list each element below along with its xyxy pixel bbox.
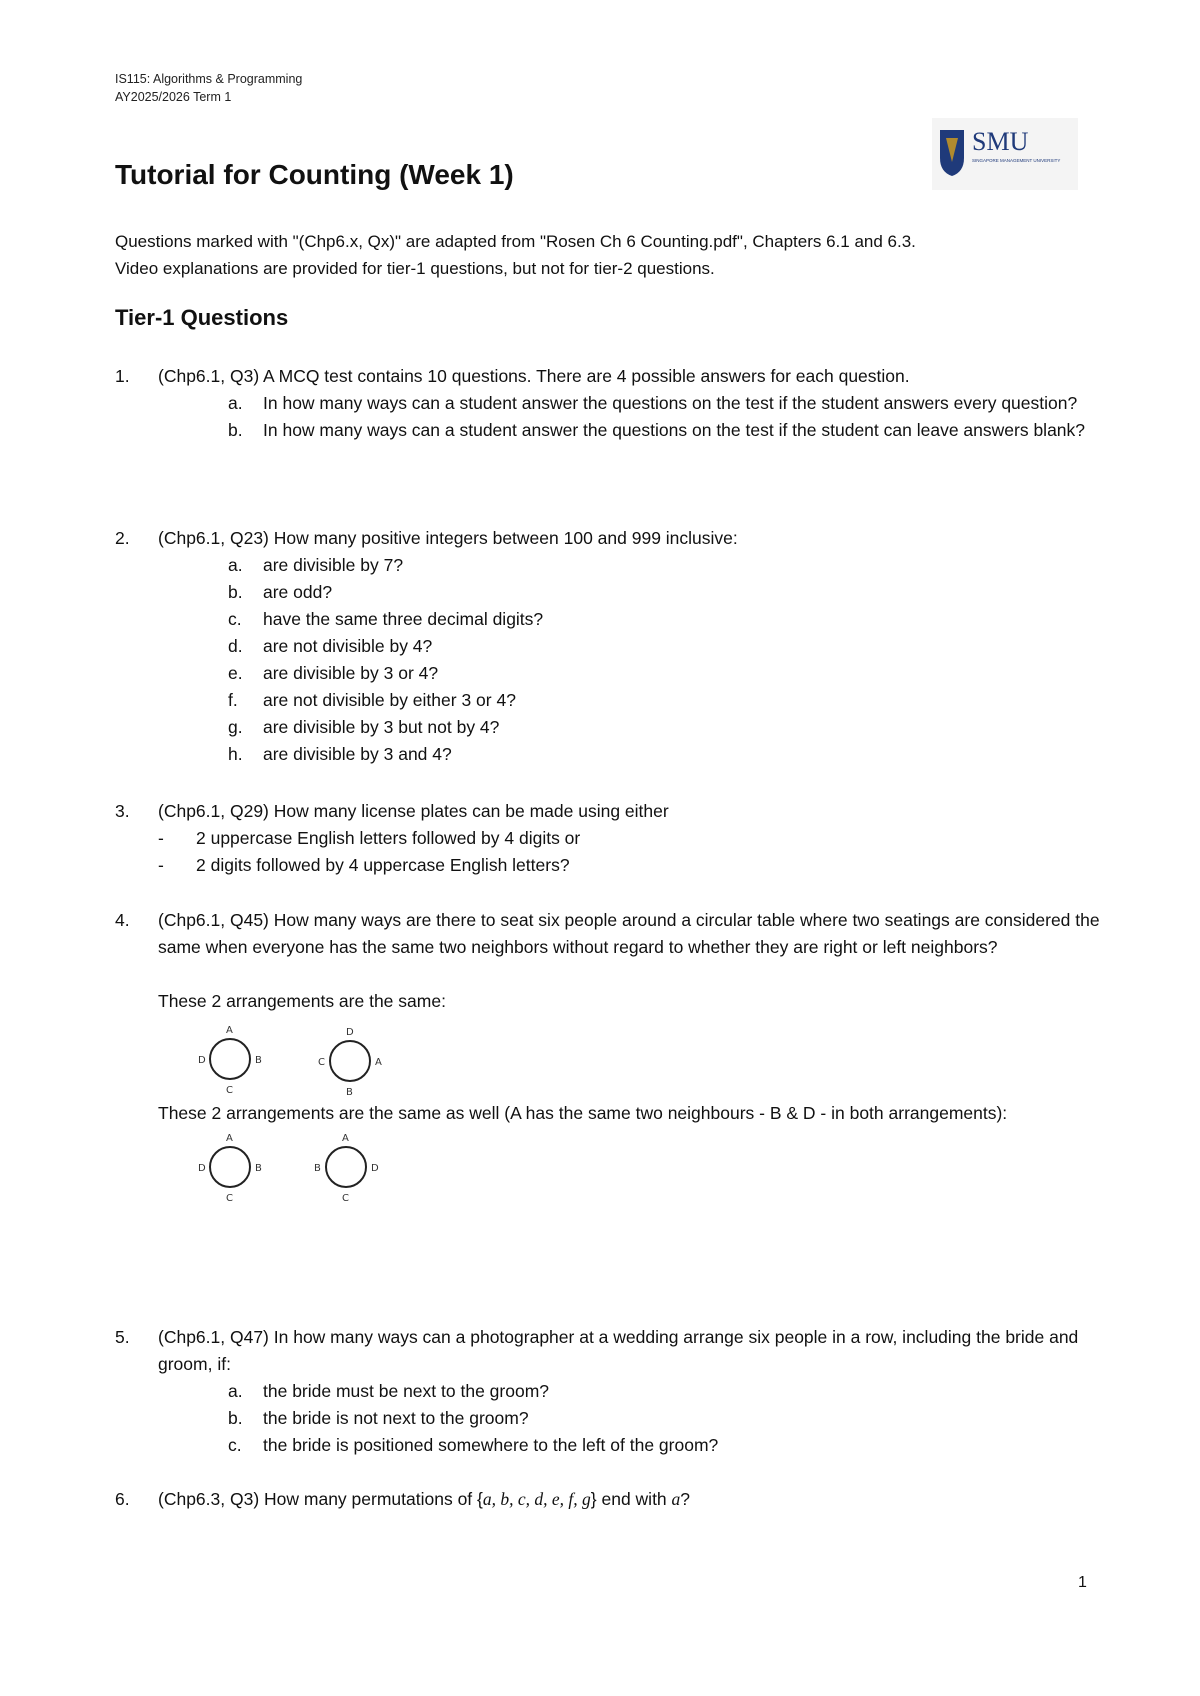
seat-label: B <box>314 1163 321 1174</box>
sub-letter: a. <box>228 1381 243 1401</box>
sub-question <box>158 660 1105 687</box>
question-text: (Chp6.1, Q29) How many license plates can be made using either <box>158 801 669 821</box>
sub-text: are divisible by 7? <box>263 555 404 575</box>
circle-arrangement <box>198 1025 262 1096</box>
seat-label: D <box>198 1163 206 1174</box>
sub-text: the bride must be next to the groom? <box>263 1381 549 1401</box>
seat-label: B <box>346 1087 353 1098</box>
question-number: 3. <box>115 801 130 821</box>
sub-text: are odd? <box>263 582 333 602</box>
seat-label: B <box>255 1163 262 1174</box>
question-number: 4. <box>115 910 130 930</box>
page-number: 1 <box>1078 1574 1087 1591</box>
circle-arrangement <box>198 1133 262 1204</box>
course-name: IS115: Algorithms & Programming <box>115 72 303 86</box>
sub-letter: d. <box>228 636 243 656</box>
sub-letter: b. <box>228 1408 243 1428</box>
table-circle <box>330 1041 370 1081</box>
document-header <box>115 70 302 106</box>
seat-label: C <box>342 1193 349 1204</box>
bullet-mark: - <box>158 828 164 848</box>
text-part: (Chp6.3, Q3) How many permutations of { <box>158 1489 483 1509</box>
sub-question <box>158 1405 1105 1432</box>
intro-line: Questions marked with "(Chp6.x, Qx)" are adapted from "Rosen Ch 6 Counting.pdf", Chapters 6.1 and 6.3. <box>115 232 916 251</box>
logo-text: SMU <box>972 127 1029 156</box>
question-6 <box>115 1486 1105 1513</box>
table-circle <box>326 1147 366 1187</box>
bullet-text: 2 uppercase English letters followed by 4 digits or <box>196 828 581 848</box>
text-part: ? <box>680 1489 691 1509</box>
seat-label: C <box>226 1085 233 1096</box>
sub-letter: g. <box>228 717 243 737</box>
bullet-mark: - <box>158 855 164 875</box>
bullet-item <box>158 852 1105 879</box>
sub-text: are divisible by 3 and 4? <box>263 744 452 764</box>
arrangement-diagram-2 <box>158 1127 558 1212</box>
question-text: (Chp6.1, Q3) A MCQ test contains 10 questions. There are 4 possible answers for each question. <box>158 366 910 386</box>
question-2 <box>115 525 1105 768</box>
sub-letter: b. <box>228 582 243 602</box>
bullet-text: 2 digits followed by 4 uppercase English letters? <box>196 855 570 875</box>
sub-question <box>158 579 1105 606</box>
sub-question <box>158 633 1105 660</box>
sub-letter: a. <box>228 555 243 575</box>
seat-label: C <box>226 1193 233 1204</box>
question-4 <box>115 907 1105 1212</box>
question-text: (Chp6.1, Q45) How many ways are there to seat six people around a circular table where two seatings are considered the same when everyone has the same two neighbors without regard to whether they are right or left neighbors? <box>158 910 1100 957</box>
sub-text: are not divisible by either 3 or 4? <box>263 690 516 710</box>
sub-question <box>158 390 1105 417</box>
question-text <box>158 1486 1105 1513</box>
question-text: (Chp6.1, Q23) How many positive integers between 100 and 999 inclusive: <box>158 528 738 548</box>
sub-question <box>158 552 1105 579</box>
seat-label: A <box>226 1025 233 1036</box>
sub-text: are not divisible by 4? <box>263 636 433 656</box>
sub-letter: h. <box>228 744 243 764</box>
sub-question <box>158 741 1105 768</box>
page-title: Tutorial for Counting (Week 1) <box>115 159 514 190</box>
circle-arrangement <box>318 1027 382 1098</box>
sub-text: have the same three decimal digits? <box>263 609 544 629</box>
math-set: a, b, c, d, e, f, g <box>482 1489 591 1509</box>
seat-label: D <box>198 1055 206 1066</box>
math-var: a <box>671 1489 681 1509</box>
seat-label: A <box>342 1133 349 1144</box>
sub-letter: c. <box>228 609 242 629</box>
circle-arrangement <box>314 1133 379 1204</box>
arrangement-note: These 2 arrangements are the same: <box>158 991 446 1011</box>
term-label: AY2025/2026 Term 1 <box>115 90 232 104</box>
seat-label: D <box>346 1027 354 1038</box>
question-number: 5. <box>115 1327 130 1347</box>
seat-label: A <box>226 1133 233 1144</box>
bullet-item <box>158 825 1105 852</box>
seat-label: C <box>318 1057 325 1068</box>
seat-label: B <box>255 1055 262 1066</box>
sub-letter: a. <box>228 393 243 413</box>
sub-letter: f. <box>228 690 238 710</box>
text-part: } end with <box>590 1489 672 1509</box>
intro-text <box>115 228 1115 282</box>
sub-letter: c. <box>228 1435 242 1455</box>
question-5 <box>115 1324 1105 1459</box>
sub-question <box>158 687 1105 714</box>
arrangement-note: These 2 arrangements are the same as well (A has the same two neighbours - B & D - in both arrangements): <box>158 1103 1008 1123</box>
sub-text: are divisible by 3 but not by 4? <box>263 717 500 737</box>
table-circle <box>210 1147 250 1187</box>
sub-letter: b. <box>228 420 243 440</box>
sub-text: are divisible by 3 or 4? <box>263 663 439 683</box>
table-circle <box>210 1039 250 1079</box>
sub-text: the bride is not next to the groom? <box>263 1408 529 1428</box>
sub-text: In how many ways can a student answer the questions on the test if the student can leave answers blank? <box>263 420 1086 440</box>
seat-label: D <box>371 1163 379 1174</box>
arrangement-diagram-1 <box>158 1015 558 1100</box>
question-1 <box>115 363 1105 444</box>
logo-subtext: SINGAPORE MANAGEMENT UNIVERSITY <box>972 158 1061 163</box>
question-3 <box>115 798 1105 879</box>
sub-letter: e. <box>228 663 243 683</box>
sub-text: In how many ways can a student answer the questions on the test if the student answers every question? <box>263 393 1078 413</box>
seat-label: A <box>375 1057 382 1068</box>
question-number: 6. <box>115 1489 130 1509</box>
sub-question <box>158 417 1105 444</box>
section-heading: Tier-1 Questions <box>115 305 289 330</box>
question-text: (Chp6.1, Q47) In how many ways can a photographer at a wedding arrange six people in a row, including the bride and groom, if: <box>158 1327 1079 1374</box>
sub-text: the bride is positioned somewhere to the left of the groom? <box>263 1435 719 1455</box>
smu-logo <box>932 118 1078 190</box>
question-number: 2. <box>115 528 130 548</box>
sub-question <box>158 714 1105 741</box>
intro-line: Video explanations are provided for tier-1 questions, but not for tier-2 questions. <box>115 259 715 278</box>
sub-question <box>158 606 1105 633</box>
sub-question <box>158 1432 1105 1459</box>
sub-question <box>158 1378 1105 1405</box>
question-number: 1. <box>115 366 130 386</box>
